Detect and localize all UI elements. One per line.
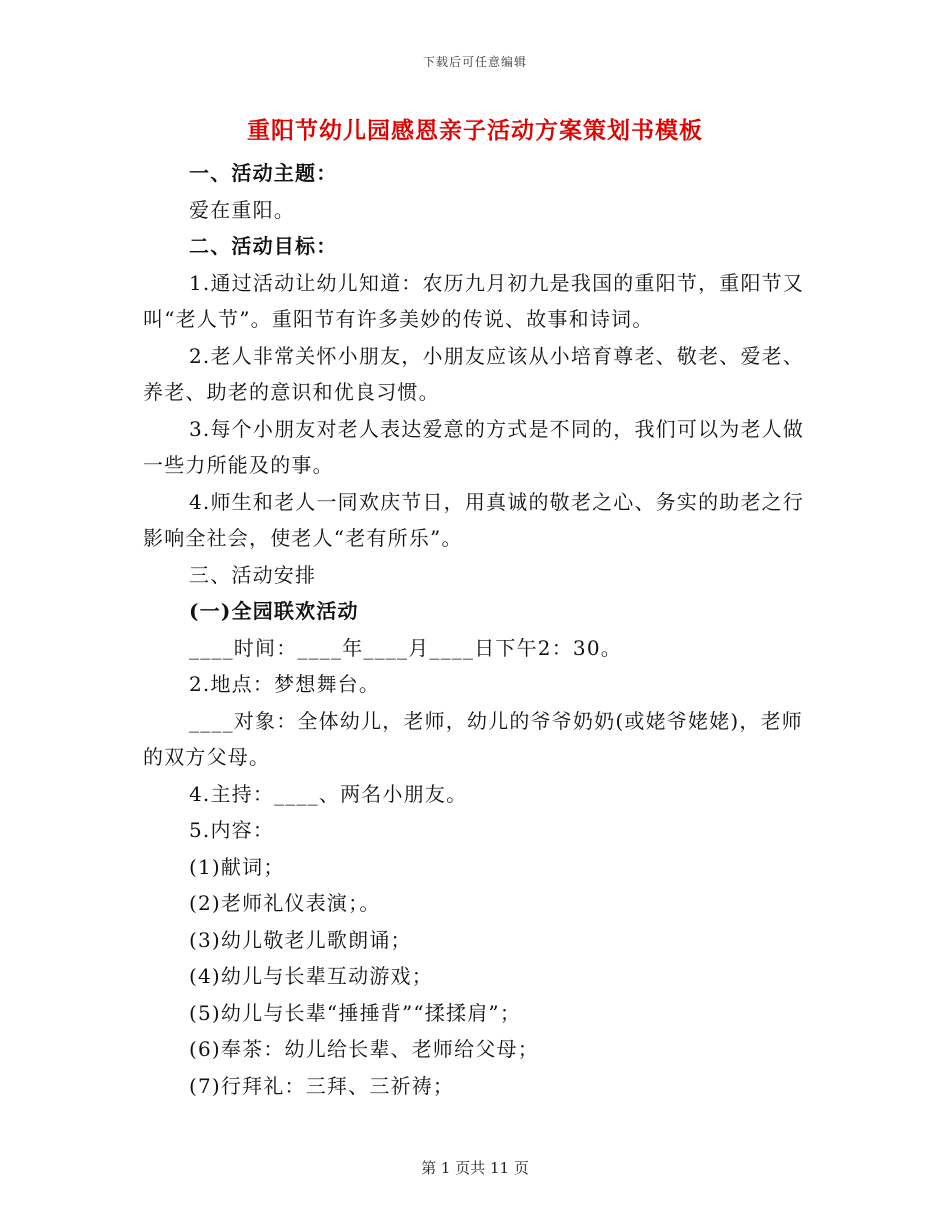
page-header-note: 下载后可任意编辑	[422, 55, 527, 69]
document-title: 重阳节幼儿园感恩亲子活动方案策划书模板	[247, 117, 703, 144]
section-heading-goals: 二、活动目标：	[189, 234, 338, 258]
list-item-2: (2)老师礼仪表演；。	[189, 891, 381, 915]
paragraph-theme: 爱在重阳。	[189, 197, 295, 222]
paragraph-goal-4: 4.师生和老人一同欢庆节日，用真诚的敬老之心、务实的助老之行影响全社会，使老人“老有所乐”。	[143, 489, 805, 550]
list-item-7: (7)行拜礼：三拜、三祈祷；	[189, 1073, 455, 1098]
paragraph-goal-2: 2.老人非常关怀小朋友，小朋友应该从小培育尊老、敬老、爱老、养老、助老的意识和优良习惯。	[143, 343, 805, 404]
list-item-5: (5)幼儿与长辈“捶捶背”“揉揉肩”；	[189, 1000, 522, 1025]
list-item-3: (3)幼儿敬老儿歌朗诵；	[189, 927, 412, 952]
paragraph-goal-3: 3.每个小朋友对老人表达爱意的方式是不同的，我们可以为老人做一些力所能及的事。	[143, 416, 805, 477]
page-footer: 第 1 页共 11 页	[421, 1159, 529, 1177]
paragraph-content: 5.内容：	[189, 818, 275, 842]
section-heading-theme: 一、活动主题：	[189, 161, 338, 185]
list-item-4: (4)幼儿与长辈互动游戏；	[189, 964, 433, 988]
list-item-1: (1)献词；	[189, 854, 285, 879]
list-item-6: (6)奉茶：幼儿给长辈、老师给父母；	[189, 1037, 539, 1061]
paragraph-goal-1: 1.通过活动让幼儿知道：农历九月初九是我国的重阳节，重阳节又叫“老人节”。重阳节有许多美妙的传说、故事和诗词。	[143, 270, 805, 331]
document-body	[143, 155, 807, 1104]
subsection-heading-party: (一)全园联欢活动	[189, 599, 359, 623]
paragraph-audience: ____对象：全体幼儿，老师，幼儿的爷爷奶奶(或姥爷姥姥)，老师的双方父母。	[143, 708, 804, 769]
paragraph-time: ____时间：____年____月____日下午2：30。	[189, 635, 622, 660]
paragraph-location: 2.地点：梦想舞台。	[189, 672, 381, 696]
section-heading-arrangement: 三、活动安排	[189, 562, 317, 587]
paragraph-host: 4.主持：____、两名小朋友。	[189, 781, 468, 806]
